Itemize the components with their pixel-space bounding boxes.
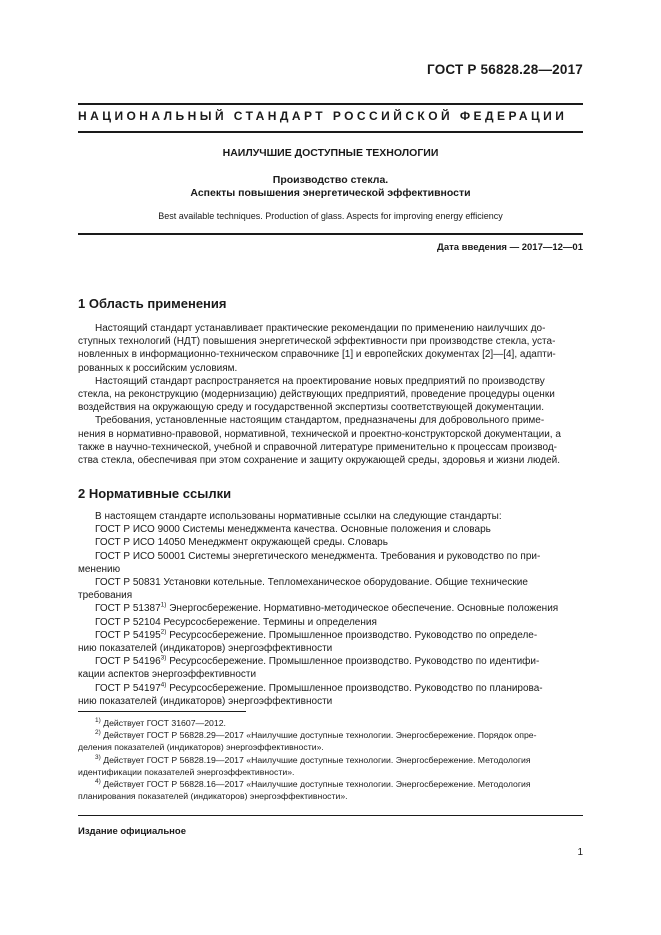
reference-item [78, 550, 583, 563]
footnote-mark: 2) [95, 729, 101, 737]
footnote-text: Действует ГОСТ Р 56828.29—2017 «Наилучшие доступные технологии. Энергосбережение. Порядок опре- [100, 730, 537, 741]
footnote-continuation: деления показателей (индикаторов) энергоэффективности». [78, 742, 324, 753]
text-line: воздействия на окружающую среду и государственной экспертизы соответствующей документации. [78, 402, 544, 414]
reference-text: Ресурсосбережение. Промышленное производство. Руководство по планирова- [166, 682, 543, 694]
header-rule-top [78, 103, 583, 105]
reference-item [78, 523, 583, 536]
text-line: Настоящий стандарт устанавливает практические рекомендации по применению наилучших до- [95, 323, 546, 334]
reference-item [78, 602, 583, 615]
footnote-mark: 1) [160, 602, 167, 610]
footnote-separator [78, 711, 246, 712]
footnotes [78, 717, 583, 802]
footnote-mark: 3) [160, 654, 167, 662]
footnote-item [78, 729, 583, 741]
footnote-text: Действует ГОСТ Р 56828.16—2017 «Наилучшие доступные технологии. Энергосбережение. Методология [100, 779, 531, 790]
reference-continuation: нию показателей (индикаторов) энергоэффективности [78, 695, 333, 707]
section-2-body [78, 510, 583, 708]
section-1-heading: 1 Область применения [78, 296, 227, 311]
reference-text: ГОСТ Р 52104 Ресурсосбережение. Термины и определения [95, 616, 377, 628]
footer-rule [78, 815, 583, 816]
reference-text: Энергосбережение. Нормативно-методическое обеспечение. Основные положения [166, 603, 559, 615]
text-line: нения в нормативно-правовой, нормативной, технической и проектно-конструкторской документации, а [78, 428, 561, 440]
footnote-mark: 4) [95, 778, 101, 786]
reference-item [78, 655, 583, 668]
reference-continuation: нию показателей (индикаторов) энергоэффективности [78, 643, 333, 655]
reference-continuation: менению [78, 563, 121, 575]
footnote-text: Действует ГОСТ Р 56828.19—2017 «Наилучшие доступные технологии. Энергосбережение. Методология [100, 754, 531, 765]
footnote-item [78, 754, 583, 766]
text-line: стекла, на реконструкцию (модернизацию) действующих предприятий, проведение процедуры оценки [78, 389, 555, 401]
reference-text: ГОСТ Р ИСО 9000 Системы менеджмента качества. Основные положения и словарь [95, 524, 491, 536]
reference-item [78, 536, 583, 549]
introduction-date: Дата введения — 2017—12—01 [437, 242, 583, 253]
english-title: Best available techniques. Production of glass. Aspects for improving energy efficiency [158, 211, 503, 221]
national-standard-title: НАЦИОНАЛЬНЫЙ СТАНДАРТ РОССИЙСКОЙ ФЕДЕРАЦИИ [78, 109, 568, 123]
reference-code: ГОСТ Р 54195 [95, 629, 161, 641]
footnote-mark: 3) [95, 753, 101, 761]
reference-continuation: требования [78, 590, 133, 602]
title-rule [78, 233, 583, 235]
reference-code: ГОСТ Р 54196 [95, 656, 161, 668]
footnote-mark: 1) [95, 717, 101, 725]
reference-text: ГОСТ Р ИСО 50001 Системы энергетического менеджмента. Требования и руководство по при- [95, 550, 541, 562]
text-line: Требования, установленные настоящим стандартом, предназначены для добровольного приме- [95, 415, 545, 427]
footnote-item [78, 717, 583, 729]
text-line: ступных технологий (НДТ) повышения энергетической эффективности при производстве стекла, уста- [78, 336, 556, 348]
page-number: 1 [577, 847, 583, 858]
reference-text: Ресурсосбережение. Промышленное производство. Руководство по определе- [166, 629, 538, 641]
reference-text: Ресурсосбережение. Промышленное производство. Руководство по идентифи- [166, 656, 540, 668]
text-line: В настоящем стандарте использованы нормативные ссылки на следующие стандарты: [95, 511, 502, 522]
reference-item [78, 682, 583, 695]
reference-code: ГОСТ Р 54197 [95, 682, 161, 694]
footnote-mark: 2) [160, 628, 167, 636]
footnote-continuation: идентификации показателей энергоэффективности». [78, 766, 295, 777]
standard-subtitle-2: Аспекты повышения энергетической эффективности [190, 187, 471, 199]
header-rule-bottom [78, 131, 583, 133]
standard-title-main: НАИЛУЧШИЕ ДОСТУПНЫЕ ТЕХНОЛОГИИ [222, 147, 439, 159]
official-edition-label: Издание официальное [78, 826, 186, 837]
document-number: ГОСТ Р 56828.28—2017 [427, 62, 583, 77]
footnote-item [78, 778, 583, 790]
reference-text: ГОСТ Р ИСО 14050 Менеджмент окружающей среды. Словарь [95, 537, 388, 549]
reference-item [78, 629, 583, 642]
footnote-text: Действует ГОСТ 31607—2012. [100, 718, 226, 728]
reference-item [78, 616, 583, 629]
text-line: рованных к российским условиям. [78, 362, 238, 374]
text-line: ства стекла, обеспечивая при этом сохранение и защиту окружающей среды, здоровья и жизни людей. [78, 455, 561, 467]
text-line: также в научно-технической, учебной и справочной литературе применительно к процессам производ- [78, 441, 557, 453]
reference-code: ГОСТ Р 51387 [95, 603, 161, 615]
footnote-continuation: планирования показателей (индикаторов) энергоэффективности». [78, 791, 348, 802]
standard-subtitle-1: Производство стекла. [272, 174, 389, 186]
text-line: Настоящий стандарт распространяется на проектирование новых предприятий по производству [95, 375, 545, 387]
footnote-mark: 4) [160, 681, 167, 689]
section-2-heading: 2 Нормативные ссылки [78, 486, 232, 501]
section-1-body [78, 322, 583, 467]
reference-text: ГОСТ Р 50831 Установки котельные. Тепломеханическое оборудование. Общие технические [95, 577, 528, 589]
text-line: новленных в информационно-техническом справочнике [1] и европейских документах [2]—[4], адапти- [78, 349, 556, 361]
reference-continuation: кации аспектов энергоэффективности [78, 669, 257, 681]
reference-item [78, 576, 583, 589]
